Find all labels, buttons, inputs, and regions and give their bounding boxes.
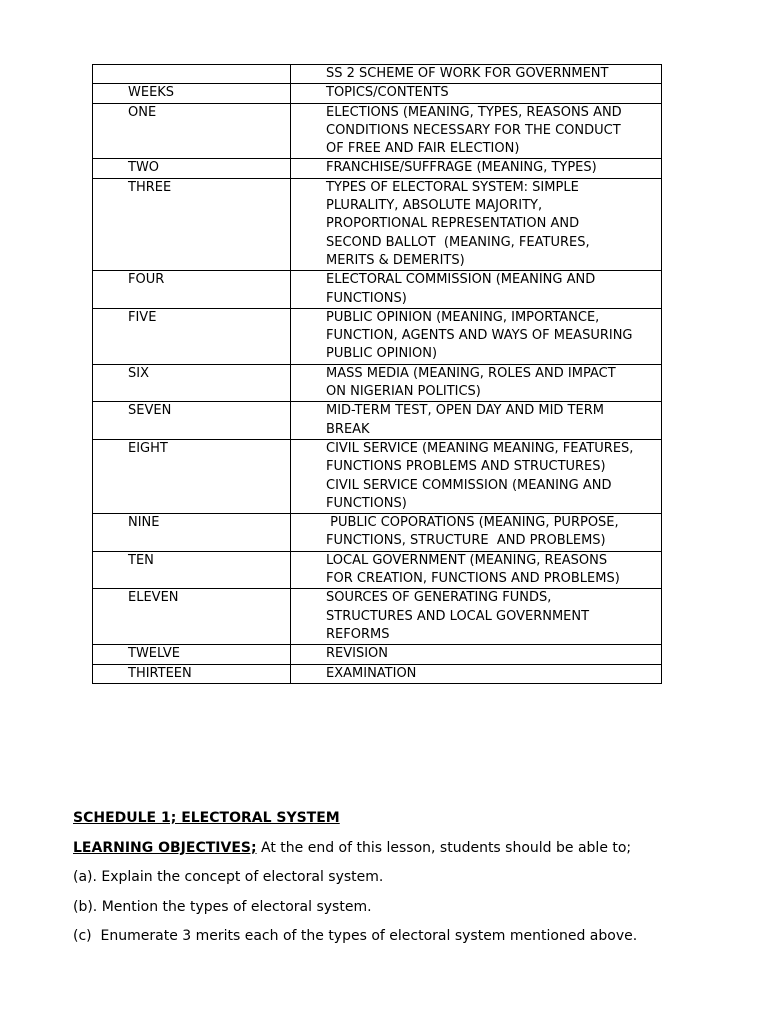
topic-line: FUNCTIONS) [326,495,407,511]
topic-line: PLURALITY, ABSOLUTE MAJORITY, [326,198,543,214]
topics-column-header: TOPICS/CONTENTS [291,84,662,103]
topic-line: OF FREE AND FAIR ELECTION) [326,141,520,157]
table-row [93,308,662,364]
topic-line: CIVIL SERVICE (MEANING MEANING, FEATURES, [326,440,634,456]
topic-line: SECOND BALLOT (MEANING, FEATURES, [326,234,590,250]
table-row [93,159,662,178]
week-label: TWO [93,159,291,178]
week-label: FIVE [93,308,291,364]
topic-line: FUNCTIONS, STRUCTURE AND PROBLEMS) [326,533,606,549]
topic-line: FUNCTIONS) [326,290,407,306]
topic-line: PROPORTIONAL REPRESENTATION AND [326,216,580,232]
topic-content [291,664,662,683]
topic-line: LOCAL GOVERNMENT (MEANING, REASONS [326,552,608,568]
schedule-title: SCHEDULE 1; ELECTORAL SYSTEM [73,810,340,826]
topic-content [291,551,662,589]
objective-item: (a). Explain the concept of electoral system. [73,869,384,885]
week-label: THIRTEEN [93,664,291,683]
topic-line: TYPES OF ELECTORAL SYSTEM: SIMPLE [326,179,579,195]
week-label: NINE [93,514,291,552]
topic-content [291,364,662,402]
topic-line: MID-TERM TEST, OPEN DAY AND MID TERM [326,403,604,419]
topic-content [291,178,662,270]
topic-line: FUNCTION, AGENTS AND WAYS OF MEASURING [326,328,633,344]
topic-line: ELECTIONS (MEANING, TYPES, REASONS AND [326,104,622,120]
table-row [93,645,662,664]
column-header-row [93,84,662,103]
topic-content [291,514,662,552]
topic-line: SOURCES OF GENERATING FUNDS, [326,590,552,606]
week-label: FOUR [93,271,291,309]
table-row [93,439,662,513]
topic-content [291,645,662,664]
week-label: EIGHT [93,439,291,513]
topic-line: STRUCTURES AND LOCAL GOVERNMENT [326,608,590,624]
table-row [93,402,662,440]
topic-line: CONDITIONS NECESSARY FOR THE CONDUCT [326,122,621,138]
schedule-title-line [73,808,733,838]
topic-content [291,271,662,309]
topic-line: REVISION [326,646,389,662]
week-label: TEN [93,551,291,589]
objective-item: (c) Enumerate 3 merits each of the types of electoral system mentioned above. [73,928,638,944]
topic-content [291,589,662,645]
weeks-column-header: WEEKS [93,84,291,103]
topic-content [291,103,662,159]
topic-line: ON NIGERIAN POLITICS) [326,384,481,400]
table-row [93,664,662,683]
topic-line: PUBLIC COPORATIONS (MEANING, PURPOSE, [326,515,619,531]
title-week-cell [93,65,291,84]
topic-content [291,439,662,513]
week-label: THREE [93,178,291,270]
topic-line: FRANCHISE/SUFFRAGE (MEANING, TYPES) [326,160,597,176]
topic-line: PUBLIC OPINION) [326,346,438,362]
week-label: SEVEN [93,402,291,440]
week-label: ONE [93,103,291,159]
table-title: SS 2 SCHEME OF WORK FOR GOVERNMENT [291,65,662,84]
table-row [93,364,662,402]
topic-line: CIVIL SERVICE COMMISSION (MEANING AND [326,477,612,493]
topic-line: MERITS & DEMERITS) [326,252,465,268]
topic-line: ELECTORAL COMMISSION (MEANING AND [326,272,596,288]
topic-content [291,159,662,178]
table-row [93,178,662,270]
topic-line: MASS MEDIA (MEANING, ROLES AND IMPACT [326,365,616,381]
schedule-section [73,808,733,956]
table-title-row [93,65,662,84]
scheme-of-work-table [92,64,662,684]
topic-content [291,402,662,440]
table-row [93,514,662,552]
topic-line: EXAMINATION [326,665,417,681]
week-label: ELEVEN [93,589,291,645]
table-row [93,271,662,309]
scheme-table-body [93,65,662,684]
table-row [93,551,662,589]
table-row [93,589,662,645]
topic-content [291,308,662,364]
topic-line: BREAK [326,421,370,437]
week-label: TWELVE [93,645,291,664]
learning-objectives-intro: At the end of this lesson, students should be able to; [256,839,632,856]
topic-line: FUNCTIONS PROBLEMS AND STRUCTURES) [326,459,606,475]
week-label: SIX [93,364,291,402]
topic-line: PUBLIC OPINION (MEANING, IMPORTANCE, [326,309,600,325]
objective-item: (b). Mention the types of electoral system. [73,898,372,915]
learning-objectives-line [73,838,733,868]
table-row [93,103,662,159]
learning-objectives-label: LEARNING OBJECTIVES; [73,839,257,856]
topic-line: REFORMS [326,626,390,642]
topic-line: FOR CREATION, FUNCTIONS AND PROBLEMS) [326,571,620,587]
